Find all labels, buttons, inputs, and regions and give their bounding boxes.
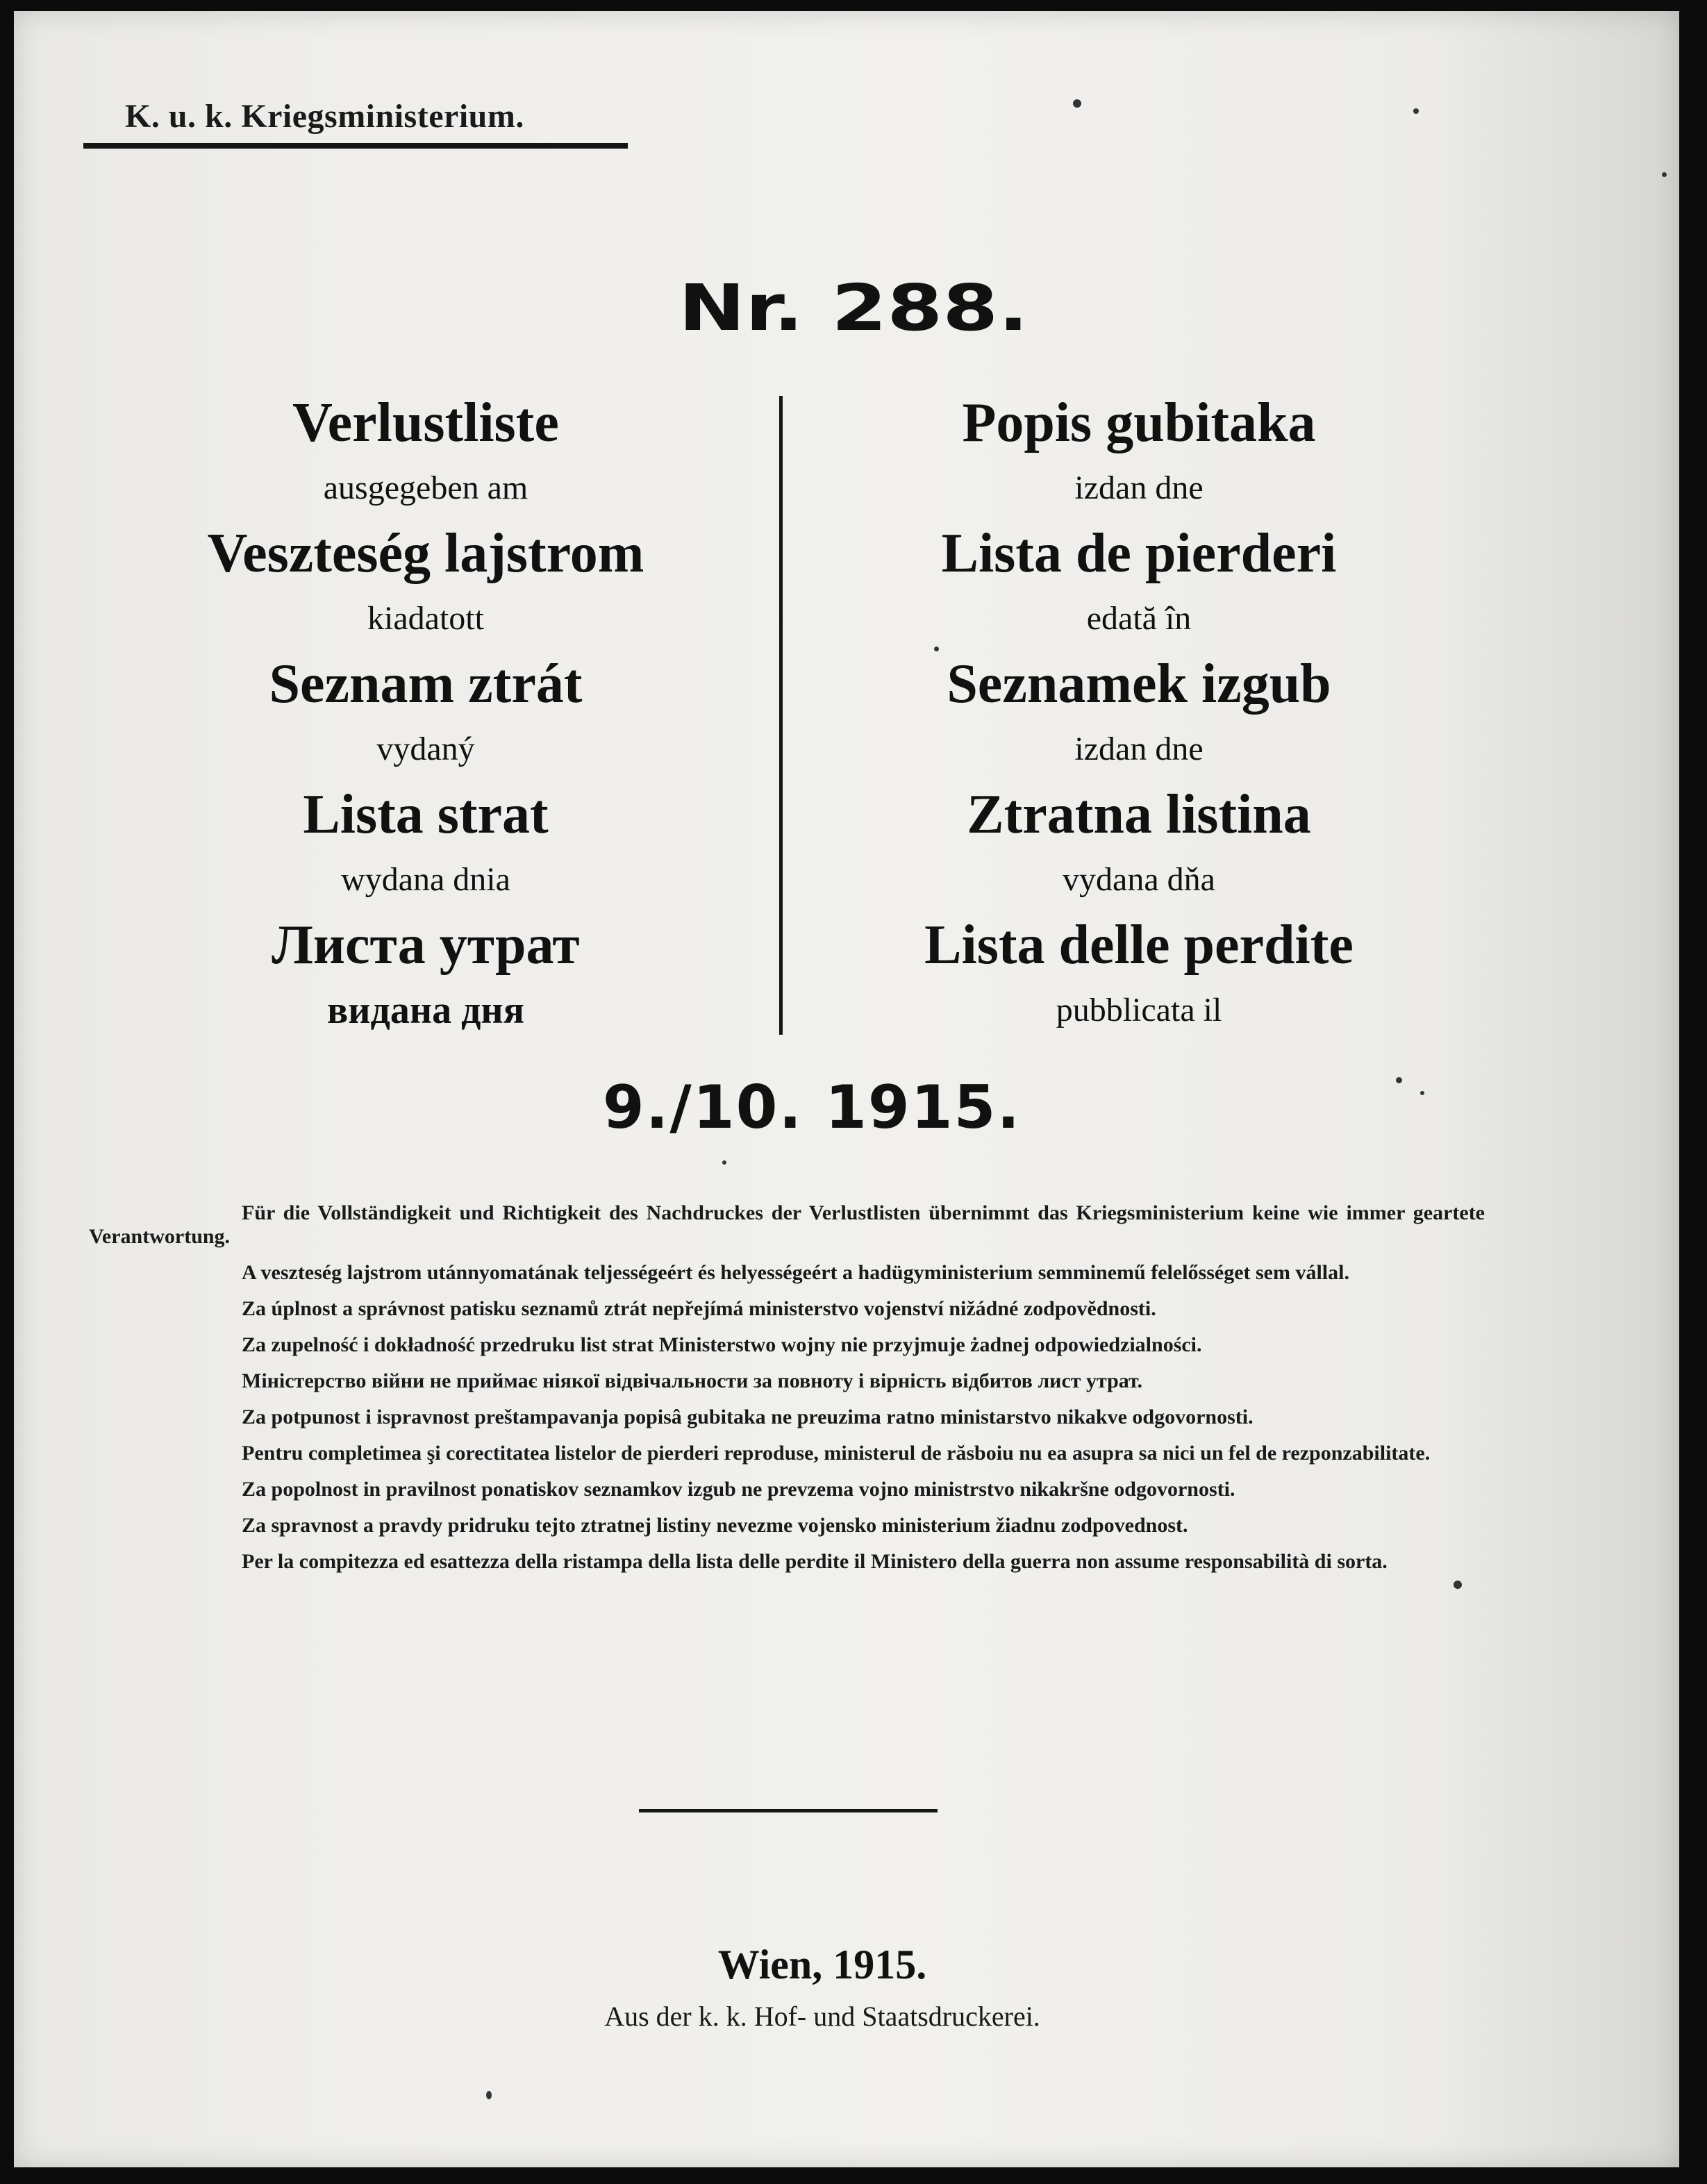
title-column-left xyxy=(113,385,738,1038)
disclaimer-polish: Za zupelność i dokładność przedruku list strat Ministerstwo wojny nie przyjmuje żadnej odpowiedzialności. xyxy=(242,1333,1202,1356)
list-title-croatian: Popis gubitaka xyxy=(962,392,1316,453)
list-title-czech: Seznam ztrát xyxy=(269,653,583,715)
list-subtitle-czech: vydaný xyxy=(376,731,475,767)
publication-place-year: Wien, 1915. xyxy=(717,1942,927,1987)
list-title-italian: Lista delle perdite xyxy=(924,915,1354,976)
list-subtitle-german: ausgegeben am xyxy=(323,469,528,506)
speck xyxy=(1073,99,1081,108)
disclaimer-croatian: Za potpunost i ispravnost preštampavanja popisâ gubitaka ne preuzima ratno ministarstvo nikakve odgovornosti. xyxy=(242,1406,1254,1428)
list-title-romanian: Lista de pierderi xyxy=(941,523,1337,584)
list-subtitle-ukrainian: видана дня xyxy=(327,989,524,1032)
list-title-german: Verlustliste xyxy=(292,392,559,453)
disclaimer-czech: Za úplnost a správnost patisku seznamů ztrát nepřejímá ministerstvo vojenství nižádné zodpovědnosti. xyxy=(242,1297,1156,1320)
issue-date: 9./10. 1915. xyxy=(602,1073,1022,1142)
list-subtitle-italian: pubblicata il xyxy=(1056,992,1222,1028)
scan-border-top xyxy=(0,0,1707,11)
footer-rule xyxy=(639,1809,938,1812)
list-subtitle-polish: wydana dnia xyxy=(341,861,510,898)
disclaimer-hungarian: A veszteség lajstrom utánnyomatának teljességeért és helyességeért a hadügyministerium semminemű felelősséget sem vállal. xyxy=(242,1261,1349,1284)
speck xyxy=(1662,172,1667,177)
issue-number: Nr. 288. xyxy=(678,271,1029,345)
disclaimer-slovene: Za popolnost in pravilnost ponatiskov seznamkov izgub ne prevzema vojno ministrstvo nikakršne odgovornosti. xyxy=(242,1478,1235,1501)
ministry-header: K. u. k. Kriegsministerium. xyxy=(125,98,524,135)
column-divider xyxy=(779,396,783,1035)
list-title-slovak: Ztratna listina xyxy=(967,784,1311,845)
title-column-right xyxy=(826,385,1451,1038)
speck xyxy=(1413,108,1419,114)
disclaimer-block xyxy=(89,1201,1485,1586)
list-subtitle-romanian: edată în xyxy=(1086,600,1192,637)
disclaimer-ukrainian: Міністерство війни не приймає ніякої відвічальности за повноту і вірність відбитов лист утрат. xyxy=(242,1369,1142,1392)
printer-imprint: Aus der k. k. Hof- und Staatsdruckerei. xyxy=(604,2001,1040,2032)
list-subtitle-slovak: vydana dňa xyxy=(1063,861,1215,898)
disclaimer-italian: Per la compitezza ed esattezza della ristampa della lista delle perdite il Ministero della guerra non assume responsabilità di sorta. xyxy=(242,1550,1388,1573)
list-title-slovene: Seznamek izgub xyxy=(947,653,1331,715)
disclaimer-romanian: Pentru completimea şi corectitatea listelor de pierderi reproduse, ministerul de răsboiu nu ea asupra sa nici un fel de rezponzabilitate. xyxy=(242,1442,1431,1465)
scan-border-bottom xyxy=(0,2167,1707,2184)
list-title-hungarian: Veszteség lajstrom xyxy=(207,523,644,584)
disclaimer-slovak: Za spravnost a pravdy pridruku tejto ztratnej listiny nevezme vojensko ministerium žiadnu zodpovednost. xyxy=(242,1514,1188,1537)
list-title-ukrainian: Листа утрат xyxy=(272,915,580,976)
speck xyxy=(486,2091,492,2099)
list-subtitle-hungarian: kiadatott xyxy=(367,600,484,637)
disclaimer-german: Für die Vollständigkeit und Richtigkeit des Nachdruckes der Verlustlisten übernimmt das Kriegsministerium keine wie immer geartete Verantwortung. xyxy=(89,1201,1485,1248)
list-subtitle-slovene: izdan dne xyxy=(1074,731,1204,767)
list-title-polish: Lista strat xyxy=(303,784,549,845)
list-subtitle-croatian: izdan dne xyxy=(1074,469,1204,506)
speck xyxy=(722,1160,726,1165)
header-underline xyxy=(83,143,628,149)
